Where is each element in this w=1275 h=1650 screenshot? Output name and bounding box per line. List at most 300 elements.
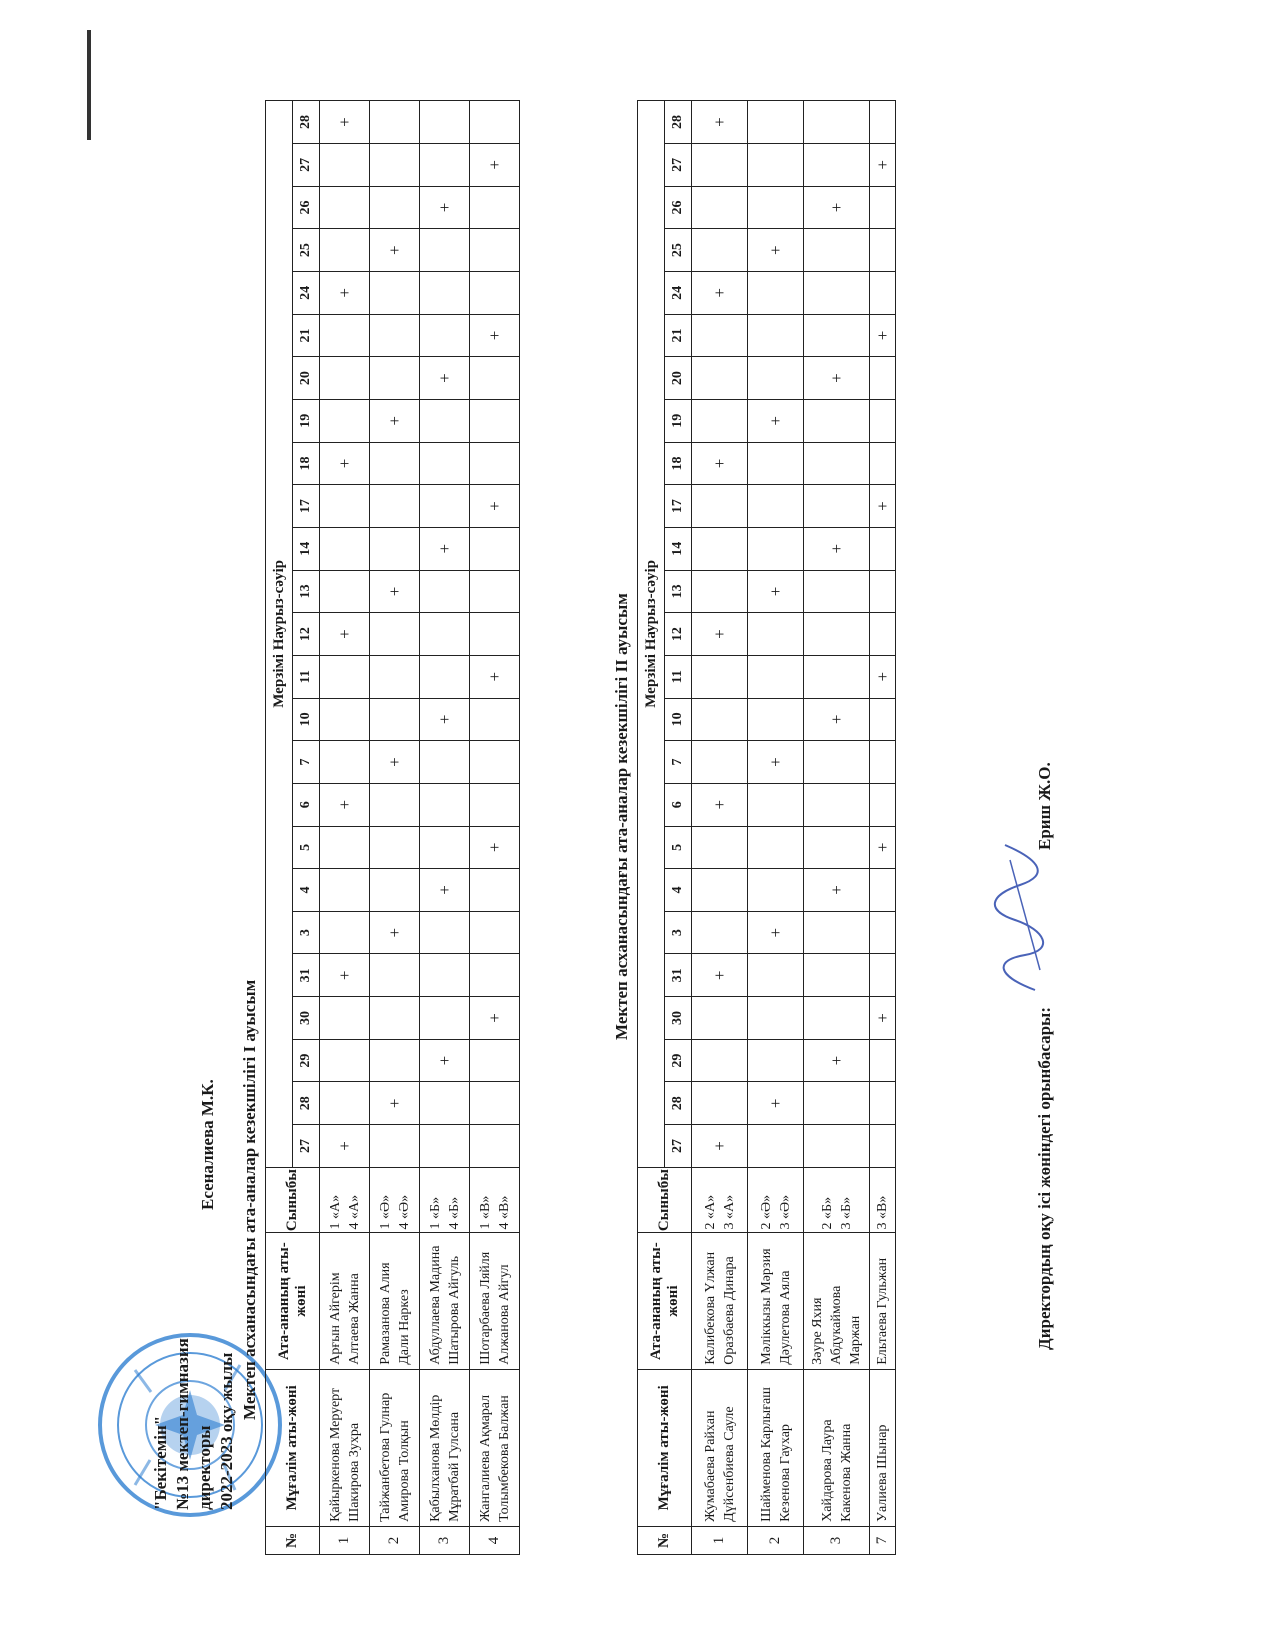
day-header: 17 xyxy=(665,485,692,528)
class-names: 1 «В» 4 «В» xyxy=(470,1167,520,1233)
day-header: 5 xyxy=(293,826,320,869)
empty-cell xyxy=(470,869,520,912)
col-teacher: Мұғалім аты-жөні xyxy=(266,1369,320,1526)
empty-cell xyxy=(748,698,804,741)
duty-mark: + xyxy=(320,783,370,826)
empty-cell xyxy=(748,485,804,528)
parent-names: Арғын Айгерім Алтаева Жанна xyxy=(320,1233,370,1369)
table1-title: Мектеп асханасындағы ата-аналар кезекшілігі І ауысым xyxy=(240,979,259,1420)
duty-mark: + xyxy=(370,570,420,613)
empty-cell xyxy=(748,271,804,314)
duty-mark: + xyxy=(420,1039,470,1082)
empty-cell xyxy=(370,698,420,741)
day-header: 11 xyxy=(665,655,692,698)
empty-cell xyxy=(370,271,420,314)
empty-cell xyxy=(870,1125,896,1168)
duty-table-shift2 xyxy=(637,100,896,1555)
day-header: 13 xyxy=(293,570,320,613)
empty-cell xyxy=(420,655,470,698)
col-class: Сыныбы xyxy=(266,1167,320,1233)
empty-cell xyxy=(804,613,870,656)
empty-cell xyxy=(420,783,470,826)
empty-cell xyxy=(870,399,896,442)
duty-mark: + xyxy=(692,613,748,656)
empty-cell xyxy=(748,997,804,1040)
day-header: 27 xyxy=(665,1125,692,1168)
empty-cell xyxy=(692,741,748,784)
empty-cell xyxy=(870,271,896,314)
table-row xyxy=(870,101,896,1555)
empty-cell xyxy=(370,613,420,656)
duty-mark: + xyxy=(470,655,520,698)
duty-mark: + xyxy=(320,613,370,656)
row-number: 1 xyxy=(692,1526,748,1554)
empty-cell xyxy=(320,655,370,698)
teacher-names: Жангалиева Ақмарал Толымбекова Балжан xyxy=(470,1369,520,1526)
day-header: 17 xyxy=(293,485,320,528)
empty-cell xyxy=(420,101,470,144)
empty-cell xyxy=(692,997,748,1040)
day-header: 5 xyxy=(665,826,692,869)
empty-cell xyxy=(420,911,470,954)
parent-names: Калибекова Үлжан Оразбаева Динара xyxy=(692,1233,748,1369)
empty-cell xyxy=(470,1082,520,1125)
empty-cell xyxy=(870,570,896,613)
day-header: 6 xyxy=(665,783,692,826)
day-header: 25 xyxy=(665,229,692,272)
empty-cell xyxy=(748,783,804,826)
day-header: 24 xyxy=(293,271,320,314)
duty-mark: + xyxy=(692,101,748,144)
col-parent: Ата-ананың аты-жөні xyxy=(266,1233,320,1369)
empty-cell xyxy=(870,911,896,954)
day-header: 6 xyxy=(293,783,320,826)
empty-cell xyxy=(870,229,896,272)
empty-cell xyxy=(370,527,420,570)
empty-cell xyxy=(804,826,870,869)
duty-mark: + xyxy=(370,911,420,954)
class-names: 1 «Ә» 4 «Ә» xyxy=(370,1167,420,1233)
empty-cell xyxy=(420,613,470,656)
empty-cell xyxy=(320,229,370,272)
day-header: 7 xyxy=(293,741,320,784)
day-header: 21 xyxy=(665,314,692,357)
empty-cell xyxy=(320,186,370,229)
duty-mark: + xyxy=(804,527,870,570)
empty-cell xyxy=(420,144,470,187)
row-number: 2 xyxy=(748,1526,804,1554)
empty-cell xyxy=(804,655,870,698)
empty-cell xyxy=(370,655,420,698)
day-header: 4 xyxy=(665,869,692,912)
empty-cell xyxy=(320,144,370,187)
empty-cell xyxy=(692,527,748,570)
class-names: 2 «А» 3 «А» xyxy=(692,1167,748,1233)
empty-cell xyxy=(370,997,420,1040)
day-header: 28 xyxy=(293,101,320,144)
day-header: 29 xyxy=(665,1039,692,1082)
director-name: Есеналиева М.К. xyxy=(198,1079,217,1210)
approval-school: №13 мектеп-гимназия xyxy=(173,1338,192,1510)
duty-mark: + xyxy=(804,698,870,741)
empty-cell xyxy=(692,229,748,272)
day-header: 30 xyxy=(293,997,320,1040)
empty-cell xyxy=(748,1039,804,1082)
duty-mark: + xyxy=(320,442,370,485)
class-names: 3 «В» xyxy=(870,1167,896,1233)
empty-cell xyxy=(870,869,896,912)
empty-cell xyxy=(748,186,804,229)
duty-mark: + xyxy=(320,954,370,997)
row-number: 2 xyxy=(370,1526,420,1554)
empty-cell xyxy=(804,954,870,997)
col-class: Сыныбы xyxy=(638,1167,692,1233)
empty-cell xyxy=(748,527,804,570)
empty-cell xyxy=(748,101,804,144)
col-num: № xyxy=(266,1526,320,1554)
empty-cell xyxy=(470,271,520,314)
empty-cell xyxy=(470,570,520,613)
col-teacher: Мұғалім аты-жөні xyxy=(638,1369,692,1526)
table-row xyxy=(804,101,870,1555)
empty-cell xyxy=(804,741,870,784)
day-header: 12 xyxy=(665,613,692,656)
duty-mark: + xyxy=(870,314,896,357)
duty-mark: + xyxy=(420,186,470,229)
parent-names: Абдуллаева Мадина Шатырова Айгуль xyxy=(420,1233,470,1369)
duty-mark: + xyxy=(420,357,470,400)
empty-cell xyxy=(320,911,370,954)
duty-mark: + xyxy=(320,271,370,314)
duty-mark: + xyxy=(692,954,748,997)
empty-cell xyxy=(370,485,420,528)
day-header: 7 xyxy=(665,741,692,784)
empty-cell xyxy=(870,527,896,570)
empty-cell xyxy=(420,1082,470,1125)
empty-cell xyxy=(804,442,870,485)
empty-cell xyxy=(320,826,370,869)
handwritten-signature xyxy=(985,840,1055,1000)
empty-cell xyxy=(320,997,370,1040)
empty-cell xyxy=(870,698,896,741)
empty-cell xyxy=(804,1082,870,1125)
col-period: Мерзімі Наурыз-сәуір xyxy=(266,101,293,1168)
class-names: 2 «Б» 3 «Б» xyxy=(804,1167,870,1233)
duty-mark: + xyxy=(870,144,896,187)
empty-cell xyxy=(420,997,470,1040)
parent-names: Ельтаева Гульжан xyxy=(870,1233,896,1369)
empty-cell xyxy=(470,954,520,997)
table-row xyxy=(692,101,748,1555)
teacher-names: Хайдарова Лаура Какенова Жанна xyxy=(804,1369,870,1526)
empty-cell xyxy=(370,783,420,826)
empty-cell xyxy=(470,357,520,400)
day-header: 20 xyxy=(665,357,692,400)
table2-title: Мектеп асханасындағы ата-аналар кезекшілігі ІІ ауысым xyxy=(612,593,631,1040)
empty-cell xyxy=(804,783,870,826)
duty-mark: + xyxy=(748,399,804,442)
parent-names: Зәуре Яхия Абдукаймова Маржан xyxy=(804,1233,870,1369)
col-num: № xyxy=(638,1526,692,1554)
empty-cell xyxy=(692,655,748,698)
day-header: 24 xyxy=(665,271,692,314)
day-header: 26 xyxy=(293,186,320,229)
teacher-names: Жумабаева Райхан Дүйсенбиева Сауле xyxy=(692,1369,748,1526)
parent-names: Мәліккызы Мәрзия Дәулетова Аяла xyxy=(748,1233,804,1369)
empty-cell xyxy=(370,954,420,997)
empty-cell xyxy=(470,698,520,741)
duty-mark: + xyxy=(370,399,420,442)
duty-mark: + xyxy=(692,783,748,826)
empty-cell xyxy=(804,1125,870,1168)
duty-table-shift1 xyxy=(265,100,520,1555)
empty-cell xyxy=(420,485,470,528)
duty-mark: + xyxy=(420,698,470,741)
day-header: 14 xyxy=(665,527,692,570)
empty-cell xyxy=(692,1082,748,1125)
empty-cell xyxy=(420,570,470,613)
empty-cell xyxy=(692,399,748,442)
empty-cell xyxy=(320,869,370,912)
empty-cell xyxy=(804,485,870,528)
parent-names: Рамазанова Алия Дали Наркез xyxy=(370,1233,420,1369)
empty-cell xyxy=(692,357,748,400)
empty-cell xyxy=(320,1039,370,1082)
approval-position: директоры xyxy=(195,1425,214,1510)
table-row xyxy=(370,101,420,1555)
empty-cell xyxy=(470,741,520,784)
empty-cell xyxy=(470,1125,520,1168)
parent-names: Шотарбаева Ляйля Алжанова Айгул xyxy=(470,1233,520,1369)
duty-mark: + xyxy=(470,144,520,187)
duty-mark: + xyxy=(692,442,748,485)
empty-cell xyxy=(370,442,420,485)
day-header: 20 xyxy=(293,357,320,400)
duty-mark: + xyxy=(470,826,520,869)
empty-cell xyxy=(748,826,804,869)
empty-cell xyxy=(870,101,896,144)
empty-cell xyxy=(804,314,870,357)
day-header: 14 xyxy=(293,527,320,570)
duty-mark: + xyxy=(320,101,370,144)
day-header: 10 xyxy=(293,698,320,741)
empty-cell xyxy=(748,357,804,400)
empty-cell xyxy=(748,613,804,656)
empty-cell xyxy=(370,1125,420,1168)
empty-cell xyxy=(870,442,896,485)
empty-cell xyxy=(870,954,896,997)
teacher-names: Уалиева Шынар xyxy=(870,1369,896,1526)
empty-cell xyxy=(748,314,804,357)
empty-cell xyxy=(870,783,896,826)
empty-cell xyxy=(804,229,870,272)
empty-cell xyxy=(370,869,420,912)
empty-cell xyxy=(470,399,520,442)
duty-mark: + xyxy=(804,357,870,400)
empty-cell xyxy=(320,357,370,400)
class-names: 2 «Ә» 3 «Ә» xyxy=(748,1167,804,1233)
day-header: 28 xyxy=(665,1082,692,1125)
empty-cell xyxy=(748,442,804,485)
empty-cell xyxy=(420,399,470,442)
empty-cell xyxy=(370,186,420,229)
empty-cell xyxy=(870,357,896,400)
empty-cell xyxy=(748,954,804,997)
empty-cell xyxy=(870,741,896,784)
class-names: 1 «Б» 4 «Б» xyxy=(420,1167,470,1233)
day-header: 31 xyxy=(293,954,320,997)
empty-cell xyxy=(420,741,470,784)
empty-cell xyxy=(420,954,470,997)
empty-cell xyxy=(370,314,420,357)
empty-cell xyxy=(870,1082,896,1125)
empty-cell xyxy=(692,314,748,357)
empty-cell xyxy=(470,527,520,570)
empty-cell xyxy=(804,911,870,954)
empty-cell xyxy=(470,186,520,229)
day-header: 3 xyxy=(293,911,320,954)
day-header: 25 xyxy=(293,229,320,272)
empty-cell xyxy=(692,698,748,741)
duty-mark: + xyxy=(870,826,896,869)
table-row xyxy=(470,101,520,1555)
day-header: 28 xyxy=(293,1082,320,1125)
row-number: 1 xyxy=(320,1526,370,1554)
empty-cell xyxy=(320,698,370,741)
teacher-names: Тайжанбетова Гулнар Амирова Толқын xyxy=(370,1369,420,1526)
day-header: 3 xyxy=(665,911,692,954)
empty-cell xyxy=(320,1082,370,1125)
duty-mark: + xyxy=(470,485,520,528)
row-number: 7 xyxy=(870,1526,896,1554)
empty-cell xyxy=(692,485,748,528)
duty-mark: + xyxy=(748,1082,804,1125)
duty-mark: + xyxy=(370,229,420,272)
day-header: 11 xyxy=(293,655,320,698)
day-header: 18 xyxy=(665,442,692,485)
day-header: 19 xyxy=(293,399,320,442)
day-header: 13 xyxy=(665,570,692,613)
deputy-label: Директордың оқу ісі жөніндегі орынбасары: xyxy=(1035,1007,1054,1350)
empty-cell xyxy=(470,613,520,656)
table-row xyxy=(320,101,370,1555)
duty-mark: + xyxy=(748,911,804,954)
day-header: 19 xyxy=(665,399,692,442)
col-period: Мерзімі Наурыз-сәуір xyxy=(638,101,665,1168)
duty-mark: + xyxy=(692,1125,748,1168)
row-number: 4 xyxy=(470,1526,520,1554)
duty-mark: + xyxy=(804,1039,870,1082)
day-header: 28 xyxy=(665,101,692,144)
duty-mark: + xyxy=(804,869,870,912)
approval-title: "Бекітемін" xyxy=(151,1415,170,1510)
empty-cell xyxy=(320,399,370,442)
duty-mark: + xyxy=(420,527,470,570)
row-number: 3 xyxy=(420,1526,470,1554)
day-header: 26 xyxy=(665,186,692,229)
empty-cell xyxy=(320,570,370,613)
empty-cell xyxy=(420,229,470,272)
duty-mark: + xyxy=(470,314,520,357)
day-header: 4 xyxy=(293,869,320,912)
day-header: 31 xyxy=(665,954,692,997)
day-header: 21 xyxy=(293,314,320,357)
empty-cell xyxy=(370,826,420,869)
day-header: 29 xyxy=(293,1039,320,1082)
empty-cell xyxy=(804,144,870,187)
approval-year: 2022-2023 оқу жылы xyxy=(217,1352,236,1510)
class-names: 1 «А» 4 «А» xyxy=(320,1167,370,1233)
margin-mark xyxy=(87,30,91,140)
empty-cell xyxy=(320,741,370,784)
day-header: 30 xyxy=(665,997,692,1040)
empty-cell xyxy=(420,1125,470,1168)
duty-mark: + xyxy=(748,741,804,784)
empty-cell xyxy=(804,271,870,314)
duty-mark: + xyxy=(420,869,470,912)
duty-mark: + xyxy=(804,186,870,229)
empty-cell xyxy=(420,271,470,314)
empty-cell xyxy=(870,186,896,229)
empty-cell xyxy=(470,911,520,954)
duty-mark: + xyxy=(870,485,896,528)
empty-cell xyxy=(692,911,748,954)
teacher-names: Шайменова Карлығаш Кезенова Гаухар xyxy=(748,1369,804,1526)
empty-cell xyxy=(370,144,420,187)
empty-cell xyxy=(470,783,520,826)
empty-cell xyxy=(470,442,520,485)
empty-cell xyxy=(420,826,470,869)
empty-cell xyxy=(804,997,870,1040)
duty-mark: + xyxy=(748,570,804,613)
duty-mark: + xyxy=(370,1082,420,1125)
teacher-names: Қайыркенова Меруерт Шакирова Зухра xyxy=(320,1369,370,1526)
duty-mark: + xyxy=(320,1125,370,1168)
day-header: 18 xyxy=(293,442,320,485)
empty-cell xyxy=(804,399,870,442)
empty-cell xyxy=(870,613,896,656)
day-header: 10 xyxy=(665,698,692,741)
empty-cell xyxy=(370,101,420,144)
empty-cell xyxy=(870,1039,896,1082)
teacher-names: Қабылханова Мөлдір Мұратбай Гулсана xyxy=(420,1369,470,1526)
day-header: 27 xyxy=(293,1125,320,1168)
day-header: 27 xyxy=(293,144,320,187)
empty-cell xyxy=(692,144,748,187)
empty-cell xyxy=(320,527,370,570)
empty-cell xyxy=(692,826,748,869)
empty-cell xyxy=(748,655,804,698)
duty-mark: + xyxy=(870,655,896,698)
duty-mark: + xyxy=(748,229,804,272)
empty-cell xyxy=(320,485,370,528)
empty-cell xyxy=(470,101,520,144)
duty-mark: + xyxy=(370,741,420,784)
empty-cell xyxy=(470,229,520,272)
empty-cell xyxy=(804,101,870,144)
empty-cell xyxy=(748,869,804,912)
empty-cell xyxy=(692,1039,748,1082)
empty-cell xyxy=(748,1125,804,1168)
day-header: 27 xyxy=(665,144,692,187)
day-header: 12 xyxy=(293,613,320,656)
empty-cell xyxy=(320,314,370,357)
deputy-name: Ериш Ж.О. xyxy=(1035,762,1054,850)
table-row xyxy=(748,101,804,1555)
empty-cell xyxy=(420,314,470,357)
duty-mark: + xyxy=(692,271,748,314)
empty-cell xyxy=(420,442,470,485)
